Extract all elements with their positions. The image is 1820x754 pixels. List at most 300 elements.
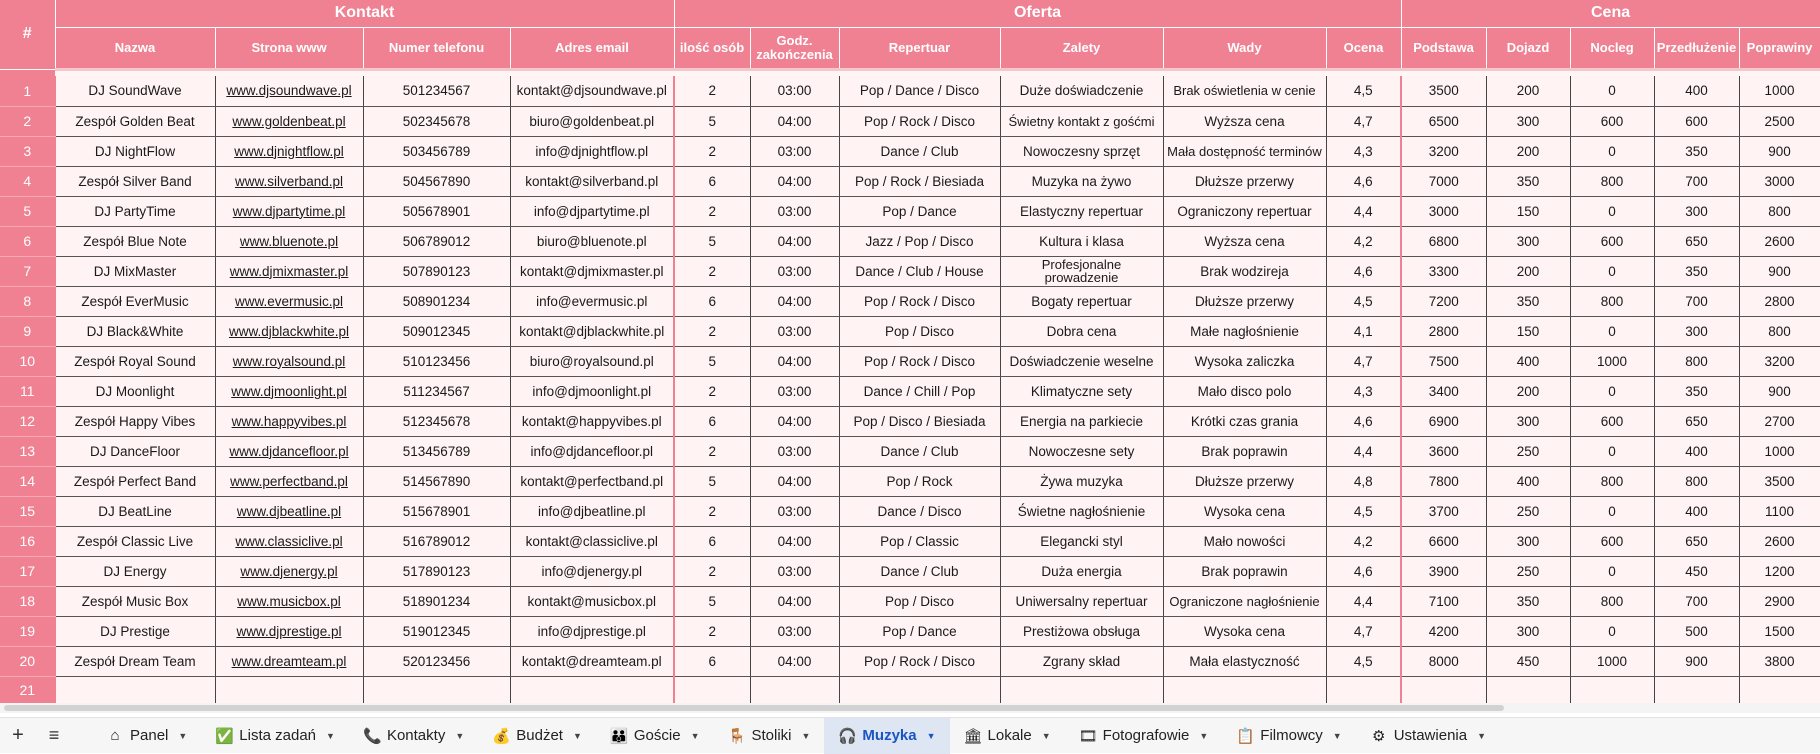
cell-wady[interactable]: Wysoka zaliczka bbox=[1163, 346, 1326, 376]
cell-nocleg[interactable]: 1000 bbox=[1570, 646, 1654, 676]
cell-przedluzenie[interactable]: 700 bbox=[1654, 586, 1739, 616]
cell-podstawa[interactable]: 6800 bbox=[1401, 226, 1486, 256]
tab-fotografowie[interactable] bbox=[1065, 718, 1223, 754]
cell-numer-telefonu[interactable]: 513456789 bbox=[363, 436, 510, 466]
cell-strona-www[interactable]: www.djmoonlight.pl bbox=[215, 376, 363, 406]
cell-ilosc-osob[interactable]: 5 bbox=[674, 226, 750, 256]
cell-dojazd[interactable]: 250 bbox=[1486, 496, 1570, 526]
cell-podstawa[interactable]: 6500 bbox=[1401, 106, 1486, 136]
row-number[interactable]: 10 bbox=[0, 346, 55, 376]
cell-wady[interactable]: Mała dostępność terminów bbox=[1163, 136, 1326, 166]
cell-zalety[interactable]: Bogaty repertuar bbox=[1000, 286, 1163, 316]
cell-dojazd[interactable]: 450 bbox=[1486, 646, 1570, 676]
cell-dojazd[interactable]: 300 bbox=[1486, 616, 1570, 646]
cell-poprawiny[interactable]: 900 bbox=[1739, 136, 1820, 166]
empty-cell[interactable] bbox=[510, 676, 674, 703]
cell-godz-zakonczenia[interactable]: 03:00 bbox=[750, 376, 839, 406]
tab-kontakty[interactable] bbox=[349, 718, 478, 754]
cell-przedluzenie[interactable]: 350 bbox=[1654, 136, 1739, 166]
empty-cell[interactable] bbox=[839, 676, 1000, 703]
cell-podstawa[interactable]: 3200 bbox=[1401, 136, 1486, 166]
cell-podstawa[interactable]: 3600 bbox=[1401, 436, 1486, 466]
cell-przedluzenie[interactable]: 900 bbox=[1654, 646, 1739, 676]
row-number[interactable]: 17 bbox=[0, 556, 55, 586]
cell-dojazd[interactable]: 400 bbox=[1486, 346, 1570, 376]
row-number[interactable]: 14 bbox=[0, 466, 55, 496]
cell-nocleg[interactable]: 0 bbox=[1570, 136, 1654, 166]
cell-podstawa[interactable]: 6900 bbox=[1401, 406, 1486, 436]
column-header-numer-telefonu[interactable]: Numer telefonu bbox=[363, 27, 510, 69]
cell-nazwa[interactable]: DJ BeatLine bbox=[55, 496, 215, 526]
cell-wady[interactable]: Wyższa cena bbox=[1163, 106, 1326, 136]
tab-muzyka[interactable] bbox=[824, 718, 949, 754]
cell-strona-www[interactable]: www.djpartytime.pl bbox=[215, 196, 363, 226]
row-number[interactable]: 9 bbox=[0, 316, 55, 346]
cell-nocleg[interactable]: 800 bbox=[1570, 166, 1654, 196]
cell-repertuar[interactable]: Pop / Dance bbox=[839, 196, 1000, 226]
cell-repertuar[interactable]: Pop / Rock / Disco bbox=[839, 106, 1000, 136]
cell-adres-email[interactable]: kontakt@musicbox.pl bbox=[510, 586, 674, 616]
cell-poprawiny[interactable]: 2500 bbox=[1739, 106, 1820, 136]
chevron-down-icon[interactable]: ▼ bbox=[926, 730, 936, 741]
row-number[interactable]: 6 bbox=[0, 226, 55, 256]
cell-godz-zakonczenia[interactable]: 04:00 bbox=[750, 226, 839, 256]
row-number[interactable]: 3 bbox=[0, 136, 55, 166]
cell-ilosc-osob[interactable]: 2 bbox=[674, 616, 750, 646]
cell-godz-zakonczenia[interactable]: 04:00 bbox=[750, 646, 839, 676]
cell-strona-www[interactable]: www.djblackwhite.pl bbox=[215, 316, 363, 346]
cell-podstawa[interactable]: 3900 bbox=[1401, 556, 1486, 586]
plus-icon[interactable]: + bbox=[12, 724, 24, 746]
cell-przedluzenie[interactable]: 650 bbox=[1654, 526, 1739, 556]
cell-ilosc-osob[interactable]: 6 bbox=[674, 406, 750, 436]
cell-ocena[interactable]: 4,3 bbox=[1326, 136, 1401, 166]
cell-adres-email[interactable]: info@djdancefloor.pl bbox=[510, 436, 674, 466]
chevron-down-icon[interactable]: ▼ bbox=[801, 730, 811, 741]
cell-numer-telefonu[interactable]: 504567890 bbox=[363, 166, 510, 196]
cell-nocleg[interactable]: 0 bbox=[1570, 616, 1654, 646]
row-number[interactable]: 13 bbox=[0, 436, 55, 466]
cell-zalety[interactable]: Uniwersalny repertuar bbox=[1000, 586, 1163, 616]
cell-godz-zakonczenia[interactable]: 04:00 bbox=[750, 346, 839, 376]
chevron-down-icon[interactable]: ▼ bbox=[326, 730, 335, 741]
column-header-zalety[interactable]: Zalety bbox=[1000, 27, 1163, 69]
empty-cell[interactable] bbox=[1326, 676, 1401, 703]
empty-cell[interactable] bbox=[674, 676, 750, 703]
cell-nazwa[interactable]: DJ Prestige bbox=[55, 616, 215, 646]
cell-zalety[interactable]: Dobra cena bbox=[1000, 316, 1163, 346]
cell-nazwa[interactable]: Zespół Royal Sound bbox=[55, 346, 215, 376]
cell-adres-email[interactable]: info@djnightflow.pl bbox=[510, 136, 674, 166]
cell-przedluzenie[interactable]: 700 bbox=[1654, 166, 1739, 196]
cell-strona-www[interactable]: www.djenergy.pl bbox=[215, 556, 363, 586]
cell-poprawiny[interactable]: 900 bbox=[1739, 376, 1820, 406]
hamburger-menu-icon[interactable]: ≡ bbox=[48, 725, 60, 745]
cell-numer-telefonu[interactable]: 512345678 bbox=[363, 406, 510, 436]
cell-zalety[interactable]: Żywa muzyka bbox=[1000, 466, 1163, 496]
cell-poprawiny[interactable]: 3000 bbox=[1739, 166, 1820, 196]
cell-ocena[interactable]: 4,3 bbox=[1326, 376, 1401, 406]
cell-dojazd[interactable]: 300 bbox=[1486, 526, 1570, 556]
empty-cell[interactable] bbox=[1570, 676, 1654, 703]
cell-podstawa[interactable]: 6600 bbox=[1401, 526, 1486, 556]
cell-ilosc-osob[interactable]: 2 bbox=[674, 376, 750, 406]
cell-dojazd[interactable]: 150 bbox=[1486, 316, 1570, 346]
cell-numer-telefonu[interactable]: 517890123 bbox=[363, 556, 510, 586]
cell-nocleg[interactable]: 800 bbox=[1570, 586, 1654, 616]
cell-repertuar[interactable]: Jazz / Pop / Disco bbox=[839, 226, 1000, 256]
cell-przedluzenie[interactable]: 800 bbox=[1654, 346, 1739, 376]
cell-ocena[interactable]: 4,5 bbox=[1326, 76, 1401, 106]
cell-nocleg[interactable]: 0 bbox=[1570, 556, 1654, 586]
cell-nazwa[interactable]: DJ PartyTime bbox=[55, 196, 215, 226]
cell-repertuar[interactable]: Dance / Club bbox=[839, 436, 1000, 466]
cell-nazwa[interactable]: Zespół Classic Live bbox=[55, 526, 215, 556]
cell-nazwa[interactable]: DJ Moonlight bbox=[55, 376, 215, 406]
cell-numer-telefonu[interactable]: 518901234 bbox=[363, 586, 510, 616]
cell-nocleg[interactable]: 800 bbox=[1570, 466, 1654, 496]
cell-podstawa[interactable]: 3300 bbox=[1401, 256, 1486, 286]
column-header-poprawiny[interactable]: Poprawiny bbox=[1739, 27, 1820, 69]
cell-ocena[interactable]: 4,8 bbox=[1326, 466, 1401, 496]
cell-podstawa[interactable]: 4200 bbox=[1401, 616, 1486, 646]
cell-adres-email[interactable]: info@djmoonlight.pl bbox=[510, 376, 674, 406]
cell-poprawiny[interactable]: 1100 bbox=[1739, 496, 1820, 526]
column-header-podstawa[interactable]: Podstawa bbox=[1401, 27, 1486, 69]
cell-adres-email[interactable]: biuro@goldenbeat.pl bbox=[510, 106, 674, 136]
cell-repertuar[interactable]: Pop / Disco bbox=[839, 316, 1000, 346]
cell-wady[interactable]: Małe nagłośnienie bbox=[1163, 316, 1326, 346]
cell-godz-zakonczenia[interactable]: 03:00 bbox=[750, 616, 839, 646]
column-header-ocena[interactable]: Ocena bbox=[1326, 27, 1401, 69]
cell-repertuar[interactable]: Pop / Classic bbox=[839, 526, 1000, 556]
cell-numer-telefonu[interactable]: 516789012 bbox=[363, 526, 510, 556]
cell-godz-zakonczenia[interactable]: 04:00 bbox=[750, 586, 839, 616]
cell-numer-telefonu[interactable]: 515678901 bbox=[363, 496, 510, 526]
cell-strona-www[interactable]: www.happyvibes.pl bbox=[215, 406, 363, 436]
column-header-przedluzenie[interactable]: Przedłużenie bbox=[1654, 27, 1739, 69]
cell-poprawiny[interactable]: 3500 bbox=[1739, 466, 1820, 496]
cell-adres-email[interactable]: kontakt@silverband.pl bbox=[510, 166, 674, 196]
cell-repertuar[interactable]: Dance / Chill / Pop bbox=[839, 376, 1000, 406]
empty-cell[interactable] bbox=[1654, 676, 1739, 703]
cell-wady[interactable]: Wysoka cena bbox=[1163, 616, 1326, 646]
cell-adres-email[interactable]: kontakt@classiclive.pl bbox=[510, 526, 674, 556]
group-header-kontakt[interactable]: Kontakt bbox=[55, 0, 674, 27]
cell-podstawa[interactable]: 3400 bbox=[1401, 376, 1486, 406]
cell-ilosc-osob[interactable]: 5 bbox=[674, 106, 750, 136]
cell-godz-zakonczenia[interactable]: 04:00 bbox=[750, 106, 839, 136]
cell-przedluzenie[interactable]: 350 bbox=[1654, 256, 1739, 286]
row-number[interactable]: 5 bbox=[0, 196, 55, 226]
column-header-godz-zakonczenia[interactable]: Godz. zakończenia bbox=[750, 27, 839, 69]
cell-nocleg[interactable]: 0 bbox=[1570, 316, 1654, 346]
cell-numer-telefonu[interactable]: 520123456 bbox=[363, 646, 510, 676]
horizontal-scrollbar-thumb[interactable] bbox=[4, 705, 1504, 711]
cell-zalety[interactable]: Muzyka na żywo bbox=[1000, 166, 1163, 196]
horizontal-scrollbar[interactable] bbox=[0, 703, 1820, 713]
cell-strona-www[interactable]: www.dreamteam.pl bbox=[215, 646, 363, 676]
cell-ilosc-osob[interactable]: 6 bbox=[674, 526, 750, 556]
cell-numer-telefonu[interactable]: 507890123 bbox=[363, 256, 510, 286]
cell-ocena[interactable]: 4,5 bbox=[1326, 286, 1401, 316]
cell-wady[interactable]: Ograniczony repertuar bbox=[1163, 196, 1326, 226]
cell-zalety[interactable]: Klimatyczne sety bbox=[1000, 376, 1163, 406]
column-header-wady[interactable]: Wady bbox=[1163, 27, 1326, 69]
cell-strona-www[interactable]: www.classiclive.pl bbox=[215, 526, 363, 556]
cell-repertuar[interactable]: Pop / Rock / Biesiada bbox=[839, 166, 1000, 196]
cell-nocleg[interactable]: 0 bbox=[1570, 76, 1654, 106]
cell-podstawa[interactable]: 7100 bbox=[1401, 586, 1486, 616]
cell-przedluzenie[interactable]: 300 bbox=[1654, 196, 1739, 226]
row-number[interactable]: 18 bbox=[0, 586, 55, 616]
cell-wady[interactable]: Brak poprawin bbox=[1163, 436, 1326, 466]
cell-poprawiny[interactable]: 2700 bbox=[1739, 406, 1820, 436]
cell-repertuar[interactable]: Dance / Club bbox=[839, 556, 1000, 586]
row-number[interactable]: 15 bbox=[0, 496, 55, 526]
tab-panel[interactable] bbox=[92, 718, 201, 754]
cell-godz-zakonczenia[interactable]: 03:00 bbox=[750, 436, 839, 466]
cell-numer-telefonu[interactable]: 502345678 bbox=[363, 106, 510, 136]
cell-ocena[interactable]: 4,6 bbox=[1326, 556, 1401, 586]
cell-podstawa[interactable]: 7800 bbox=[1401, 466, 1486, 496]
cell-przedluzenie[interactable]: 650 bbox=[1654, 226, 1739, 256]
cell-godz-zakonczenia[interactable]: 03:00 bbox=[750, 556, 839, 586]
cell-strona-www[interactable]: www.bluenote.pl bbox=[215, 226, 363, 256]
cell-dojazd[interactable]: 300 bbox=[1486, 406, 1570, 436]
cell-nazwa[interactable]: DJ Black&White bbox=[55, 316, 215, 346]
cell-godz-zakonczenia[interactable]: 03:00 bbox=[750, 316, 839, 346]
cell-dojazd[interactable]: 250 bbox=[1486, 436, 1570, 466]
chevron-down-icon[interactable]: ▼ bbox=[455, 730, 465, 741]
cell-poprawiny[interactable]: 2600 bbox=[1739, 226, 1820, 256]
column-header-strona-www[interactable]: Strona www bbox=[215, 27, 363, 69]
cell-adres-email[interactable]: info@djprestige.pl bbox=[510, 616, 674, 646]
cell-ilosc-osob[interactable]: 5 bbox=[674, 586, 750, 616]
cell-godz-zakonczenia[interactable]: 03:00 bbox=[750, 136, 839, 166]
cell-przedluzenie[interactable]: 800 bbox=[1654, 466, 1739, 496]
cell-adres-email[interactable]: biuro@bluenote.pl bbox=[510, 226, 674, 256]
cell-dojazd[interactable]: 250 bbox=[1486, 556, 1570, 586]
chevron-down-icon[interactable]: ▼ bbox=[690, 730, 700, 741]
chevron-down-icon[interactable]: ▼ bbox=[178, 730, 188, 741]
cell-strona-www[interactable]: www.musicbox.pl bbox=[215, 586, 363, 616]
cell-wady[interactable]: Brak wodzireja bbox=[1163, 256, 1326, 286]
cell-dojazd[interactable]: 300 bbox=[1486, 226, 1570, 256]
column-header-nazwa[interactable]: Nazwa bbox=[55, 27, 215, 69]
cell-ocena[interactable]: 4,2 bbox=[1326, 226, 1401, 256]
empty-cell[interactable] bbox=[1401, 676, 1486, 703]
tab-stoliki[interactable] bbox=[713, 718, 824, 754]
cell-nocleg[interactable]: 600 bbox=[1570, 406, 1654, 436]
cell-adres-email[interactable]: kontakt@djblackwhite.pl bbox=[510, 316, 674, 346]
cell-ilosc-osob[interactable]: 6 bbox=[674, 646, 750, 676]
cell-poprawiny[interactable]: 3800 bbox=[1739, 646, 1820, 676]
cell-strona-www[interactable]: www.djbeatline.pl bbox=[215, 496, 363, 526]
cell-nocleg[interactable]: 800 bbox=[1570, 286, 1654, 316]
row-number[interactable]: 7 bbox=[0, 256, 55, 286]
cell-podstawa[interactable]: 3000 bbox=[1401, 196, 1486, 226]
chevron-down-icon[interactable]: ▼ bbox=[1477, 730, 1487, 741]
cell-poprawiny[interactable]: 1000 bbox=[1739, 436, 1820, 466]
cell-repertuar[interactable]: Pop / Dance / Disco bbox=[839, 76, 1000, 106]
empty-cell[interactable] bbox=[55, 676, 215, 703]
row-number[interactable]: 4 bbox=[0, 166, 55, 196]
cell-repertuar[interactable]: Pop / Rock / Disco bbox=[839, 286, 1000, 316]
empty-cell[interactable] bbox=[1000, 676, 1163, 703]
cell-ocena[interactable]: 4,4 bbox=[1326, 586, 1401, 616]
cell-nocleg[interactable]: 0 bbox=[1570, 376, 1654, 406]
cell-dojazd[interactable]: 350 bbox=[1486, 286, 1570, 316]
tab-lokale[interactable] bbox=[950, 718, 1065, 754]
cell-numer-telefonu[interactable]: 508901234 bbox=[363, 286, 510, 316]
cell-nocleg[interactable]: 600 bbox=[1570, 106, 1654, 136]
cell-godz-zakonczenia[interactable]: 04:00 bbox=[750, 466, 839, 496]
cell-numer-telefonu[interactable]: 503456789 bbox=[363, 136, 510, 166]
cell-adres-email[interactable]: kontakt@djsoundwave.pl bbox=[510, 76, 674, 106]
cell-zalety[interactable]: Świetne nagłośnienie bbox=[1000, 496, 1163, 526]
cell-nocleg[interactable]: 0 bbox=[1570, 436, 1654, 466]
cell-ilosc-osob[interactable]: 2 bbox=[674, 556, 750, 586]
cell-wady[interactable]: Dłuższe przerwy bbox=[1163, 466, 1326, 496]
cell-nazwa[interactable]: Zespół Perfect Band bbox=[55, 466, 215, 496]
cell-numer-telefonu[interactable]: 509012345 bbox=[363, 316, 510, 346]
cell-nocleg[interactable]: 0 bbox=[1570, 256, 1654, 286]
cell-nazwa[interactable]: Zespół Happy Vibes bbox=[55, 406, 215, 436]
cell-adres-email[interactable]: kontakt@happyvibes.pl bbox=[510, 406, 674, 436]
empty-cell[interactable] bbox=[1739, 676, 1820, 703]
cell-wady[interactable]: Brak oświetlenia w cenie bbox=[1163, 76, 1326, 106]
cell-wady[interactable]: Dłuższe przerwy bbox=[1163, 286, 1326, 316]
cell-zalety[interactable]: Duża energia bbox=[1000, 556, 1163, 586]
cell-ocena[interactable]: 4,7 bbox=[1326, 106, 1401, 136]
cell-strona-www[interactable]: www.goldenbeat.pl bbox=[215, 106, 363, 136]
cell-poprawiny[interactable]: 800 bbox=[1739, 196, 1820, 226]
cell-nazwa[interactable]: Zespół Music Box bbox=[55, 586, 215, 616]
cell-wady[interactable]: Brak poprawin bbox=[1163, 556, 1326, 586]
cell-repertuar[interactable]: Pop / Disco bbox=[839, 586, 1000, 616]
cell-ilosc-osob[interactable]: 6 bbox=[674, 166, 750, 196]
cell-przedluzenie[interactable]: 400 bbox=[1654, 76, 1739, 106]
cell-przedluzenie[interactable]: 700 bbox=[1654, 286, 1739, 316]
corner-cell[interactable]: # bbox=[0, 0, 55, 69]
cell-przedluzenie[interactable]: 400 bbox=[1654, 496, 1739, 526]
cell-ocena[interactable]: 4,5 bbox=[1326, 496, 1401, 526]
cell-godz-zakonczenia[interactable]: 03:00 bbox=[750, 496, 839, 526]
cell-podstawa[interactable]: 3500 bbox=[1401, 76, 1486, 106]
cell-nazwa[interactable]: Zespół Dream Team bbox=[55, 646, 215, 676]
cell-poprawiny[interactable]: 2800 bbox=[1739, 286, 1820, 316]
cell-zalety[interactable]: Kultura i klasa bbox=[1000, 226, 1163, 256]
cell-godz-zakonczenia[interactable]: 03:00 bbox=[750, 256, 839, 286]
row-number[interactable]: 20 bbox=[0, 646, 55, 676]
cell-ocena[interactable]: 4,4 bbox=[1326, 196, 1401, 226]
cell-nocleg[interactable]: 600 bbox=[1570, 526, 1654, 556]
cell-adres-email[interactable]: biuro@royalsound.pl bbox=[510, 346, 674, 376]
cell-strona-www[interactable]: www.djprestige.pl bbox=[215, 616, 363, 646]
cell-zalety[interactable]: Elegancki styl bbox=[1000, 526, 1163, 556]
cell-repertuar[interactable]: Dance / Club bbox=[839, 136, 1000, 166]
cell-ilosc-osob[interactable]: 2 bbox=[674, 436, 750, 466]
cell-zalety[interactable]: Prestiżowa obsługa bbox=[1000, 616, 1163, 646]
cell-ocena[interactable]: 4,5 bbox=[1326, 646, 1401, 676]
cell-dojazd[interactable]: 200 bbox=[1486, 136, 1570, 166]
cell-numer-telefonu[interactable]: 519012345 bbox=[363, 616, 510, 646]
group-header-oferta[interactable]: Oferta bbox=[674, 0, 1401, 27]
cell-zalety[interactable]: Zgrany skład bbox=[1000, 646, 1163, 676]
cell-poprawiny[interactable]: 1000 bbox=[1739, 76, 1820, 106]
cell-przedluzenie[interactable]: 450 bbox=[1654, 556, 1739, 586]
cell-zalety[interactable]: Świetny kontakt z gośćmi bbox=[1000, 106, 1163, 136]
cell-ocena[interactable]: 4,7 bbox=[1326, 616, 1401, 646]
row-number[interactable]: 21 bbox=[0, 676, 55, 703]
cell-godz-zakonczenia[interactable]: 04:00 bbox=[750, 526, 839, 556]
chevron-down-icon[interactable]: ▼ bbox=[1041, 730, 1051, 741]
cell-wady[interactable]: Krótki czas grania bbox=[1163, 406, 1326, 436]
cell-numer-telefonu[interactable]: 506789012 bbox=[363, 226, 510, 256]
column-header-ilosc-osob[interactable]: ilość osób bbox=[674, 27, 750, 69]
cell-adres-email[interactable]: kontakt@dreamteam.pl bbox=[510, 646, 674, 676]
cell-godz-zakonczenia[interactable]: 04:00 bbox=[750, 166, 839, 196]
cell-numer-telefonu[interactable]: 514567890 bbox=[363, 466, 510, 496]
cell-dojazd[interactable]: 150 bbox=[1486, 196, 1570, 226]
cell-repertuar[interactable]: Pop / Dance bbox=[839, 616, 1000, 646]
cell-poprawiny[interactable]: 900 bbox=[1739, 256, 1820, 286]
cell-ilosc-osob[interactable]: 2 bbox=[674, 496, 750, 526]
cell-nazwa[interactable]: Zespół EverMusic bbox=[55, 286, 215, 316]
cell-ilosc-osob[interactable]: 6 bbox=[674, 286, 750, 316]
row-number[interactable]: 12 bbox=[0, 406, 55, 436]
cell-ocena[interactable]: 4,6 bbox=[1326, 256, 1401, 286]
cell-wady[interactable]: Mało disco polo bbox=[1163, 376, 1326, 406]
cell-strona-www[interactable]: www.djnightflow.pl bbox=[215, 136, 363, 166]
cell-godz-zakonczenia[interactable]: 04:00 bbox=[750, 286, 839, 316]
cell-ilosc-osob[interactable]: 2 bbox=[674, 316, 750, 346]
cell-wady[interactable]: Ograniczone nagłośnienie bbox=[1163, 586, 1326, 616]
empty-cell[interactable] bbox=[1486, 676, 1570, 703]
cell-strona-www[interactable]: www.evermusic.pl bbox=[215, 286, 363, 316]
cell-przedluzenie[interactable]: 350 bbox=[1654, 376, 1739, 406]
cell-strona-www[interactable]: www.djsoundwave.pl bbox=[215, 76, 363, 106]
empty-cell[interactable] bbox=[363, 676, 510, 703]
cell-numer-telefonu[interactable]: 510123456 bbox=[363, 346, 510, 376]
cell-ocena[interactable]: 4,1 bbox=[1326, 316, 1401, 346]
tab-lista-zadań[interactable] bbox=[201, 718, 349, 754]
chevron-down-icon[interactable]: ▼ bbox=[572, 730, 582, 741]
cell-nazwa[interactable]: Zespół Blue Note bbox=[55, 226, 215, 256]
cell-zalety[interactable]: Doświadczenie weselne bbox=[1000, 346, 1163, 376]
cell-dojazd[interactable]: 300 bbox=[1486, 106, 1570, 136]
cell-wady[interactable]: Wyższa cena bbox=[1163, 226, 1326, 256]
cell-podstawa[interactable]: 8000 bbox=[1401, 646, 1486, 676]
cell-podstawa[interactable]: 7500 bbox=[1401, 346, 1486, 376]
cell-zalety[interactable]: Profesjonalne prowadzenie bbox=[1000, 256, 1163, 286]
cell-wady[interactable]: Mała elastyczność bbox=[1163, 646, 1326, 676]
cell-ilosc-osob[interactable]: 2 bbox=[674, 136, 750, 166]
cell-poprawiny[interactable]: 1200 bbox=[1739, 556, 1820, 586]
cell-ilosc-osob[interactable]: 5 bbox=[674, 346, 750, 376]
chevron-down-icon[interactable]: ▼ bbox=[1332, 730, 1342, 741]
cell-nazwa[interactable]: DJ DanceFloor bbox=[55, 436, 215, 466]
cell-numer-telefonu[interactable]: 511234567 bbox=[363, 376, 510, 406]
cell-adres-email[interactable]: kontakt@djmixmaster.pl bbox=[510, 256, 674, 286]
cell-ilosc-osob[interactable]: 5 bbox=[674, 466, 750, 496]
cell-adres-email[interactable]: info@djpartytime.pl bbox=[510, 196, 674, 226]
cell-zalety[interactable]: Nowoczesny sprzęt bbox=[1000, 136, 1163, 166]
cell-adres-email[interactable]: info@djenergy.pl bbox=[510, 556, 674, 586]
tab-ustawienia[interactable] bbox=[1356, 718, 1500, 754]
cell-strona-www[interactable]: www.silverband.pl bbox=[215, 166, 363, 196]
